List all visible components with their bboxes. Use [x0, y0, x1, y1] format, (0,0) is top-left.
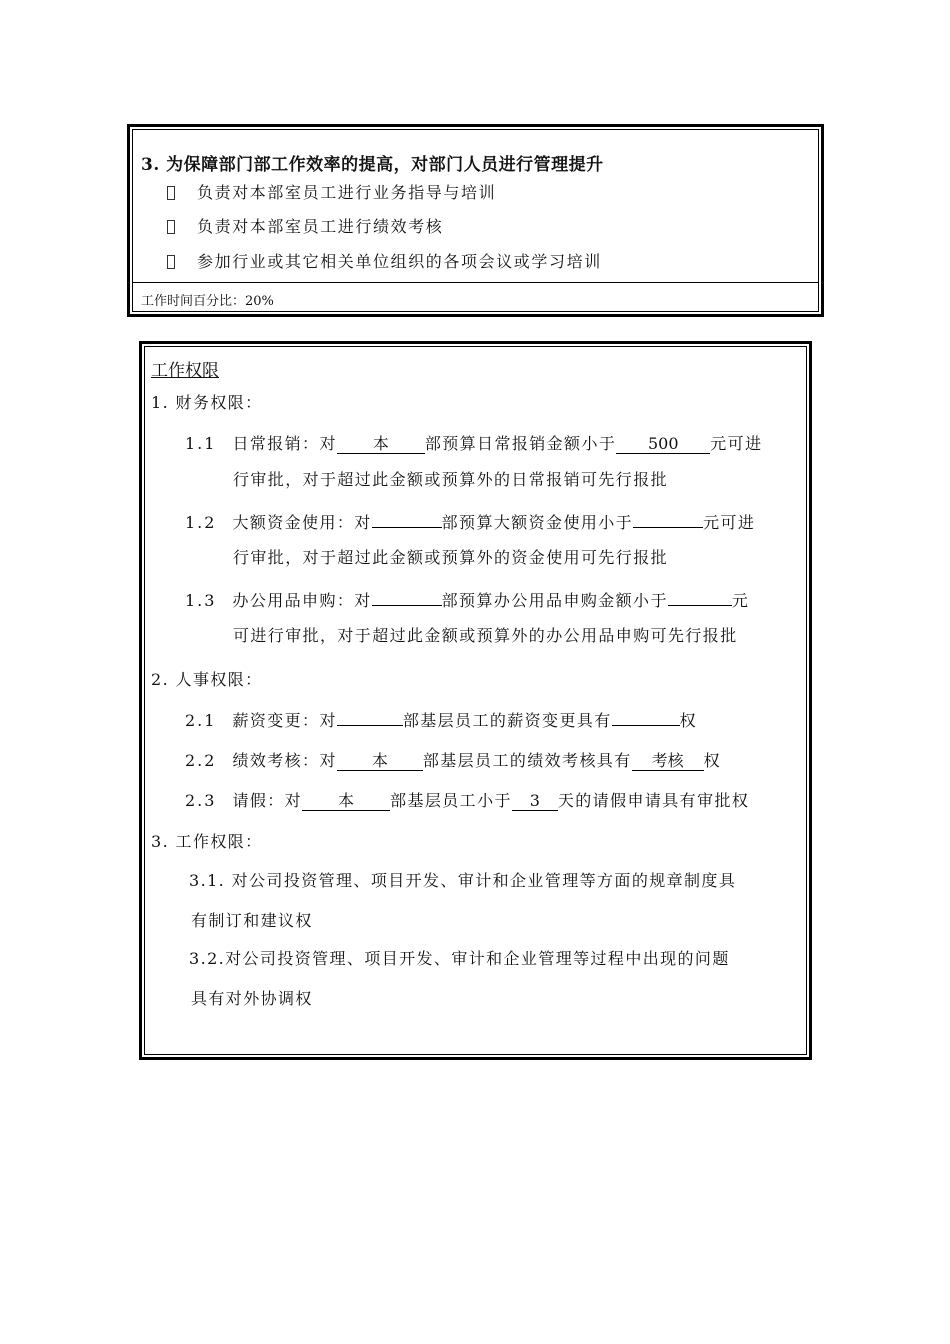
bullet-text: 参加行业或其它相关单位组织的各项会议或学习培训 [197, 252, 602, 271]
finance-item-1: 1.1 日常报销：对 本 部预算日常报销金额小于 500 元可进 [185, 434, 763, 453]
finance-label: 1. 财务权限： [151, 393, 263, 412]
finance-item-2: 1.2 大额资金使用：对 部预算大额资金使用小于 元可进 [185, 509, 755, 533]
blank-field: 本 [337, 435, 425, 454]
finance-item-2-cont: 行审批，对于超过此金额或预算外的资金使用可先行报批 [233, 548, 669, 567]
personnel-item-2: 2.2 绩效考核：对 本 部基层员工的绩效考核具有 考核 权 [185, 751, 722, 770]
bullet-item [167, 249, 602, 272]
work-label: 3. 工作权限： [151, 832, 263, 851]
bullet-box-icon [167, 220, 175, 234]
blank-field [633, 509, 703, 528]
personnel-label: 2. 人事权限： [151, 670, 263, 689]
bullet-item [167, 214, 443, 237]
finance-item-3: 1.3 办公用品申购：对 部预算办公用品申购金额小于 元 [185, 587, 749, 611]
blank-field [668, 587, 732, 606]
finance-item-1-cont: 行审批，对于超过此金额或预算外的日常报销可先行报批 [233, 470, 669, 489]
blank-field [372, 509, 442, 528]
finance-item-3-cont: 可进行审批，对于超过此金额或预算外的办公用品申购可先行报批 [233, 626, 738, 645]
blank-field: 500 [616, 435, 710, 454]
blank-field: 本 [302, 792, 390, 811]
work-item-1: 3.1. 对公司投资管理、项目开发、审计和企业管理等方面的规章制度具 [189, 871, 737, 890]
row-divider [133, 282, 818, 283]
authority-box-inner [144, 346, 807, 1055]
work-item-2: 3.2.对公司投资管理、项目开发、审计和企业管理等过程中出现的问题 [189, 949, 730, 968]
section-heading: 3. 为保障部门部工作效率的提高，对部门人员进行管理提升 [141, 155, 604, 175]
authority-box [139, 341, 812, 1060]
blank-field [372, 587, 442, 606]
responsibility-box-inner [132, 129, 819, 312]
bullet-box-icon [167, 186, 175, 200]
personnel-item-3: 2.3 请假：对 本 部基层员工小于 3 天的请假申请具有审批权 [185, 791, 750, 810]
authority-title: 工作权限 [151, 361, 219, 381]
bullet-box-icon [167, 255, 175, 269]
personnel-item-1: 2.1 薪资变更：对 部基层员工的薪资变更具有 权 [185, 707, 697, 731]
blank-field [337, 707, 403, 726]
bullet-item [167, 180, 496, 203]
time-percent: 工作时间百分比：20% [141, 294, 274, 309]
blank-field: 考核 [632, 752, 704, 771]
bullet-text: 负责对本部室员工进行绩效考核 [197, 217, 444, 236]
blank-field [612, 707, 680, 726]
blank-field: 本 [337, 752, 423, 771]
blank-field: 3 [512, 792, 558, 811]
responsibility-box [127, 124, 824, 317]
work-item-1-cont: 有制订和建议权 [191, 911, 313, 930]
work-item-2-cont: 具有对外协调权 [191, 989, 313, 1008]
bullet-text: 负责对本部室员工进行业务指导与培训 [197, 183, 497, 202]
